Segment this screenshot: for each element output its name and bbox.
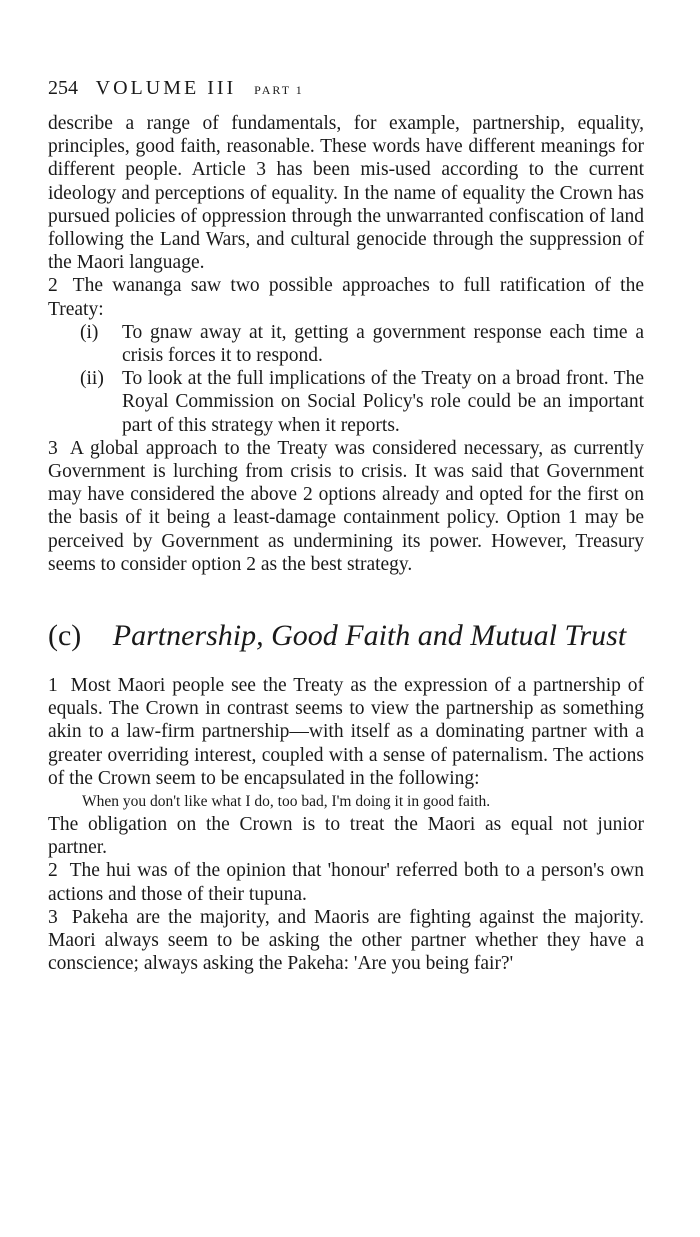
paragraph-number: 3 bbox=[48, 437, 58, 459]
option-text: To look at the full implications of the Treaty on a broad front. The Royal Commission on Social Policy's role could be an important part of this strategy when it reports. bbox=[122, 368, 644, 436]
page-number: 254 bbox=[48, 77, 78, 99]
option-item bbox=[80, 367, 644, 437]
paragraph-text: A global approach to the Treaty was considered necessary, as currently Government is lurching from crisis to crisis. It was said that Government may have considered the above 2 options already and opted for the first on the basis of it being a least-damage containment policy. Option 1 may be perceived by Government as undermining its power. However, Treasury seems to consider option 2 as the best strategy. bbox=[48, 437, 644, 575]
paragraph-number: 2 bbox=[48, 275, 58, 297]
section-paragraph-3 bbox=[48, 906, 644, 976]
paragraph-text: Pakeha are the majority, and Maoris are fighting against the majority. Maori always seem to be asking the other partner whether they have a conscience; always asking the Pakeha: 'Are you being fair?' bbox=[48, 906, 644, 975]
paragraph-number: 1 bbox=[48, 675, 58, 697]
option-marker: (ii) bbox=[80, 368, 104, 390]
section-paragraph-1 bbox=[48, 674, 644, 790]
section-paragraph-2 bbox=[48, 859, 644, 905]
block-quote: When you don't like what I do, too bad, I'm doing it in good faith. bbox=[82, 793, 491, 811]
section-letter: (c) bbox=[48, 619, 82, 653]
running-head bbox=[48, 74, 644, 104]
paragraph-number: 3 bbox=[48, 906, 58, 928]
part-label: PART 1 bbox=[254, 83, 304, 97]
paragraph-text: The wananga saw two possible approaches to full ratification of the Treaty: bbox=[48, 275, 644, 320]
paragraph-3 bbox=[48, 437, 644, 576]
option-marker: (i) bbox=[80, 321, 99, 343]
section-title: Partnership, Good Faith and Mutual Trust bbox=[112, 619, 627, 653]
obligation-paragraph: The obligation on the Crown is to treat the Maori as equal not junior partner. bbox=[48, 814, 644, 859]
paragraph-text: Most Maori people see the Treaty as the expression of a partnership of equals. The Crown in contrast seems to view the partnership as something akin to a law-firm partnership—with itself as a dominating partner with a greater overriding interest, coupled with a sense of paternalism. The actions of the Crown seem to be encapsulated in the following: bbox=[48, 675, 645, 789]
option-item bbox=[80, 321, 644, 367]
paragraph-2 bbox=[48, 274, 644, 320]
section-heading bbox=[48, 618, 644, 654]
option-text: To gnaw away at it, getting a government response each time a crisis forces it to respond. bbox=[122, 321, 644, 367]
paragraph-number: 2 bbox=[48, 860, 58, 882]
document-page bbox=[48, 74, 644, 976]
volume-label: VOLUME III bbox=[95, 77, 237, 99]
paragraph-text: The hui was of the opinion that 'honour' referred both to a person's own actions and those of their tupuna. bbox=[48, 860, 644, 905]
intro-paragraph: describe a range of fundamentals, for example, partnership, equality, principles, good faith, reasonable. These words have different meanings for different people. Article 3 has been mis-used according to the current ideology and perceptions of equality. In the name of equality the Crown has pursued policies of oppression through the unwarranted confiscation of land following the Land Wars, and cultural genocide through the suppression of the Maori language. bbox=[48, 113, 644, 274]
